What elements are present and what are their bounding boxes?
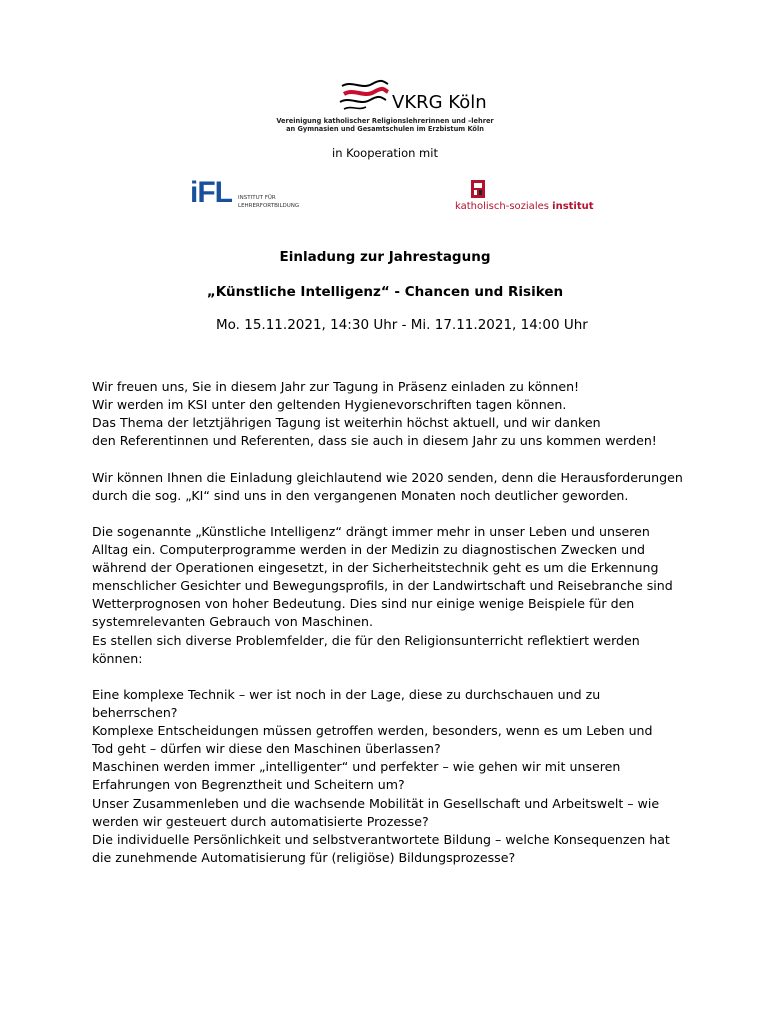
conference-topic: „Künstliche Intelligenz“ - Chancen und Risiken — [206, 284, 564, 300]
paragraph-invitation-2020 — [92, 469, 712, 505]
vkrg-wave-logo-icon — [338, 78, 390, 114]
text-line: Das Thema der letztjährigen Tagung ist weiterhin höchst aktuell, und wir danken — [92, 415, 601, 431]
text-line: während der Operationen eingesetzt, in der Sicherheitstechnik geht es um die Erkennung — [92, 560, 659, 576]
text-line: Wir werden im KSI unter den geltenden Hygienevorschriften tagen können. — [92, 397, 567, 413]
text-line: Maschinen werden immer „intelligenter“ und perfekter – wie gehen wir mit unseren — [92, 759, 621, 775]
paragraph-welcome — [92, 378, 712, 450]
cooperation-label: in Kooperation mit — [332, 146, 438, 160]
text-line: Die individuelle Persönlichkeit und selbstverantwortete Bildung – welche Konsequenzen hat — [92, 831, 670, 847]
text-line: beherrschen? — [92, 705, 178, 721]
ksi-logo-icon — [471, 180, 485, 198]
invitation-title: Einladung zur Jahrestagung — [279, 249, 491, 265]
text-line: menschlicher Gesichter und Bewegungsprofils, in der Landwirtschaft und Reisebranche sind — [92, 578, 673, 594]
org-name: VKRG Köln — [392, 92, 487, 113]
text-line: werden wir gesteuert durch automatisierte Prozesse? — [92, 813, 429, 829]
paragraph-questions — [92, 686, 712, 867]
ksi-text-a: katholisch-soziales — [455, 201, 553, 212]
conference-dates: Mo. 15.11.2021, 14:30 Uhr - Mi. 17.11.2021, 14:00 Uhr — [216, 317, 588, 333]
text-line: durch die sog. „KI“ sind uns in den vergangenen Monaten noch deutlicher geworden. — [92, 488, 629, 504]
org-fullname-line1: Vereinigung katholischer Religionslehrerinnen und –lehrer — [276, 117, 494, 125]
text-line: systemrelevanten Gebrauch von Maschinen. — [92, 614, 373, 630]
text-line: Wir können Ihnen die Einladung gleichlautend wie 2020 senden, denn die Herausforderungen — [92, 470, 683, 485]
text-line: die zunehmende Automatisierung für (religiöse) Bildungsprozesse? — [92, 849, 516, 865]
ksi-logo-text — [455, 201, 594, 213]
text-line: Die sogenannte „Künstliche Intelligenz“ drängt immer mehr in unser Leben und unseren — [92, 524, 650, 539]
ifl-logo: iFL — [190, 176, 232, 209]
ksi-text-b: institut — [552, 201, 594, 212]
text-line: Erfahrungen von Begrenztheit und Scheitern um? — [92, 777, 405, 793]
ifl-logo-subtitle2: LEHRERFORTBILDUNG — [238, 203, 300, 209]
text-line: den Referentinnen und Referenten, dass sie auch in diesem Jahr zu uns kommen werden! — [92, 433, 657, 449]
text-line: Wetterprognosen von hoher Bedeutung. Dies sind nur einige wenige Beispiele für den — [92, 596, 635, 612]
text-line: Unser Zusammenleben und die wachsende Mobilität in Gesellschaft und Arbeitswelt – wie — [92, 795, 660, 811]
org-fullname-line2: an Gymnasien und Gesamtschulen im Erzbistum Köln — [286, 125, 484, 133]
text-line: können: — [92, 650, 143, 666]
text-line: Komplexe Entscheidungen müssen getroffen werden, besonders, wenn es um Leben und — [92, 723, 653, 739]
text-line: Eine komplexe Technik – wer ist noch in der Lage, diese zu durchschauen und zu — [92, 687, 601, 702]
text-line: Alltag ein. Computerprogramme werden in der Medizin zu diagnostischen Zwecken und — [92, 542, 646, 558]
ifl-logo-subtitle1: INSTITUT FÜR — [238, 195, 276, 201]
text-line: Wir freuen uns, Sie in diesem Jahr zur Tagung in Präsenz einladen zu können! — [92, 379, 580, 394]
text-line: Es stellen sich diverse Problemfelder, die für den Religionsunterricht reflektiert werden — [92, 632, 640, 648]
paragraph-ki-intro — [92, 523, 712, 668]
text-line: Tod geht – dürfen wir diese den Maschinen überlassen? — [92, 741, 441, 757]
